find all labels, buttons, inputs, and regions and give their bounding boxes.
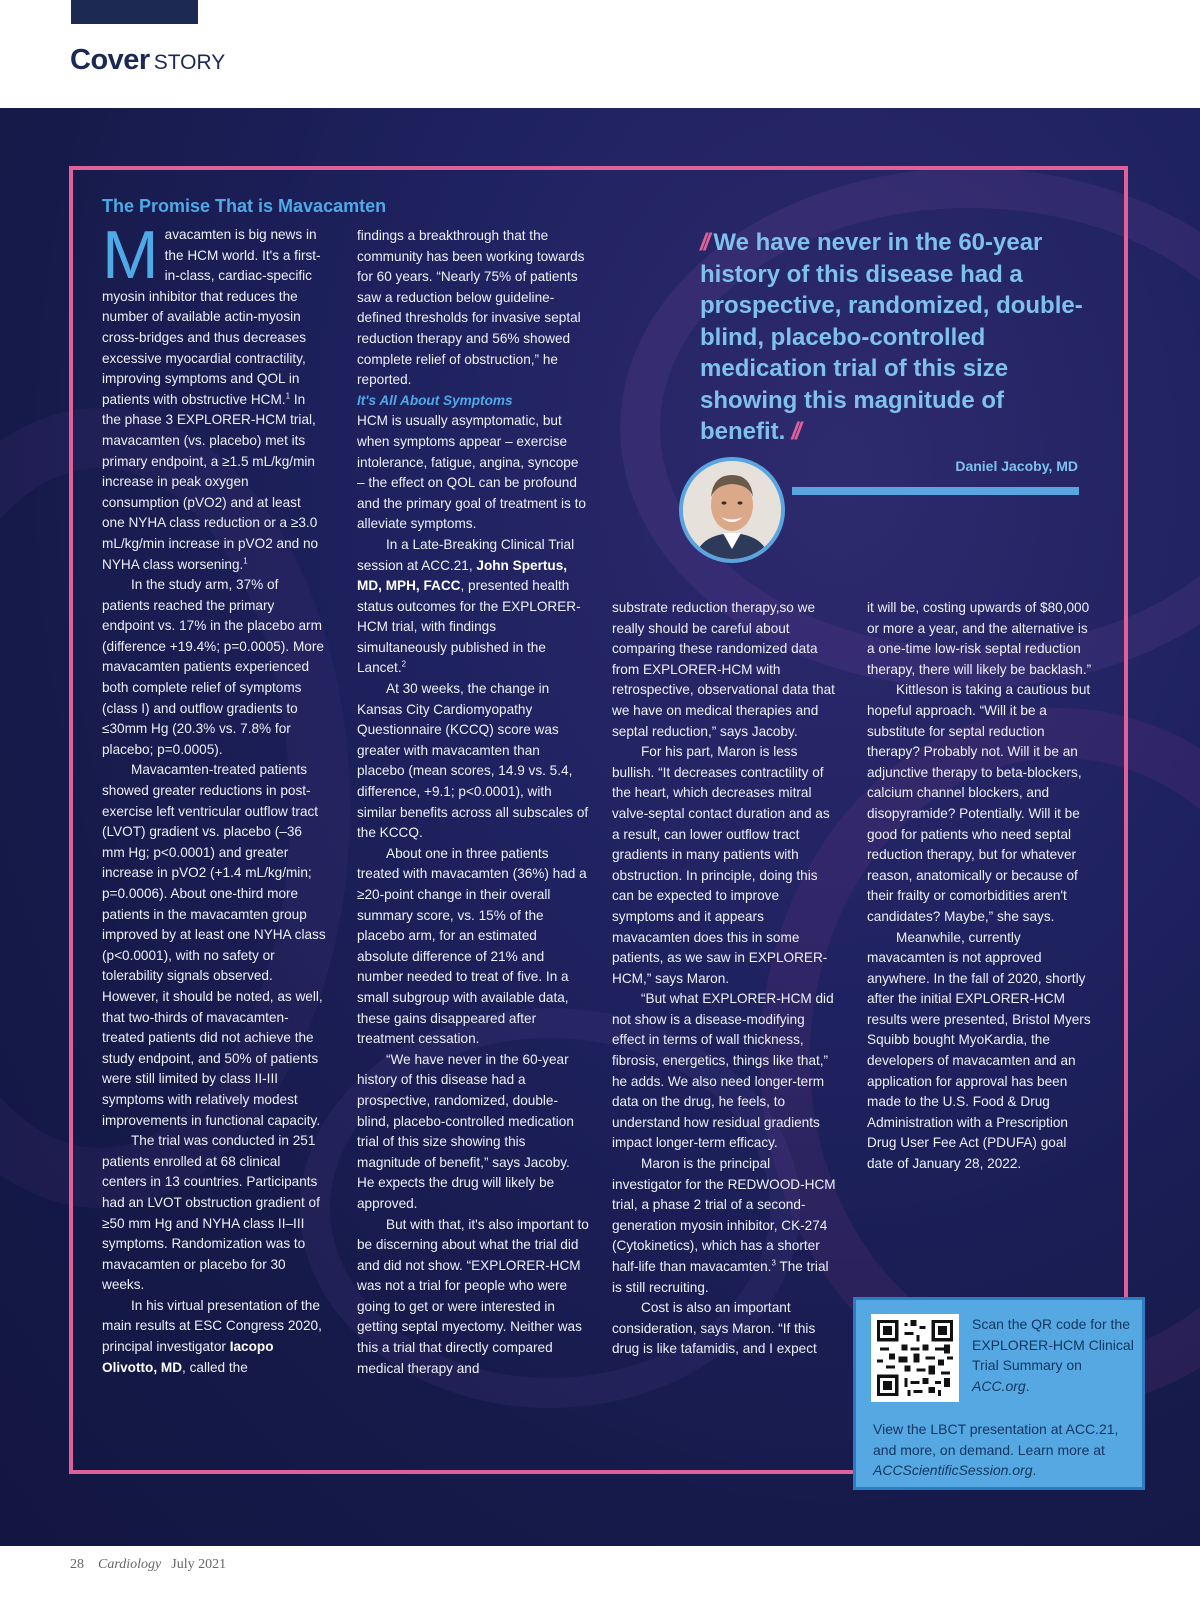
open-quote-mark: // [700,229,708,256]
section-label-story: STORY [153,51,226,74]
pull-quote-text: We have never in the 60-year history of this disease had a prospective, randomized, double-blind, placebo-controlled medication trial of this size showing this magnitude of benefit. [700,229,1083,445]
qr-callout [853,1297,1145,1490]
subheading: It's All About Symptoms [357,392,513,408]
drop-cap: M [102,217,159,293]
close-quote-mark: // [791,418,799,445]
paragraph-text: In a Late-Breaking Clinical Trial session at ACC.21, [357,536,575,573]
paragraph: Cost is also an important consideration, says Maron. “If this drug is like tafamidis, and I expect [612,1300,817,1357]
paragraph: About one in three patients treated with mavacamten (36%) had a ≥20-point change in their overall summary score, vs. 15% of the placebo arm, for an estimated absolute difference of 21% and number needed to treat of five. In a small subgroup with available data, these gains disappeared after treatment cessation. [357,845,587,1047]
paragraph: it will be, costing upwards of $80,000 or more a year, and the alternative is a one-time low-risk septal reduction therapy, there will likely be backlash.” [867,600,1092,677]
section-label [70,44,225,77]
quote-attribution: Daniel Jacoby, MD [955,458,1078,474]
footnote-ref: 3 [771,1258,776,1268]
page-number: 28 [70,1557,84,1572]
article-column-4 [867,598,1095,1175]
paragraph: In the study arm, 37% of patients reached the primary endpoint vs. 17% in the placebo arm (difference +19.4%; p=0.0005). More mavacamten patients experienced both complete relief of symptoms (class I) and outflow gradients to ≤30mm Hg (20.3% vs. 7.8% for placebo; p=0.0005). [102,577,324,757]
avatar [679,457,785,563]
person-name: Iacopo Olivotto, MD [102,1339,274,1375]
qr-callout-text [972,1314,1137,1396]
footnote-ref: 1 [243,555,248,565]
paragraph-text: In the phase 3 EXPLORER-HCM trial, mavacamten (vs. placebo) met its primary endpoint, a ≥1.5 mL/kg/min increase in peak oxygen consumption (pVO2) and at least one NYHA class reduction or a ≥3.0 mL/kg/min increase in pVO2 and no NYHA class worsening. [102,391,319,572]
paragraph-text: avacamten is big news in the HCM world. It's a first-in-class, cardiac-specific myosin inhibitor that reduces the number of available actin-myosin cross-bridges and thus decreases excessive myocardial contractility, improving symptoms and QOL in patients with obstructive HCM. [102,227,321,407]
paragraph: At 30 weeks, the change in Kansas City Cardiomyopathy Questionnaire (KCCQ) score was greater with mavacamten than placebo (mean scores, 14.9 vs. 5.4, difference, +9.1; p<0.0001), with similar benefits across all subscales of the KCCQ. [357,681,589,841]
header-bar [71,0,198,24]
paragraph: HCM is usually asymptomatic, but when symptoms appear – exercise intolerance, fatigue, angina, syncope – the effect on QOL can be profound and the primary goal of treatment is to alleviate symptoms. [357,413,586,532]
paragraph [102,217,326,575]
paragraph [612,1154,840,1298]
paragraph-text: Maron is the principal investigator for the REDWOOD-HCM trial, a phase 2 trial of a second-generation myosin inhibitor, CK-274 (Cytokinetics), which has a shorter half-life than mavacamten. [612,1156,836,1274]
callout-text: Scan the QR code for the EXPLORER-HCM Clinical Trial Summary on [972,1316,1134,1374]
paragraph: But with that, it's also important to be discerning about what the trial did and did not show. “EXPLORER-HCM was not a trial for people who were going to get or were interested in getting septal myectomy. Neither was this a trial that directly compared medical therapy and [357,1216,589,1376]
paragraph-text: In his virtual presentation of the main results at ESC Congress 2020, principal investigator [102,1297,322,1355]
portrait-photo [683,461,781,559]
acc-org-link[interactable]: ACC.org [972,1377,1026,1394]
paragraph-text: , called the [182,1359,248,1375]
callout-text: View the LBCT presentation at ACC.21, and more, on demand. Learn more at [873,1421,1119,1458]
lbct-callout-text [873,1419,1138,1481]
page-footer [70,1557,226,1573]
pull-quote [700,227,1100,448]
footnote-ref: 2 [401,659,407,669]
qr-code[interactable] [871,1314,959,1402]
paragraph [102,1296,326,1378]
issue-date: July 2021 [171,1557,227,1572]
article-column-2 [357,226,589,1379]
paragraph [357,535,589,679]
article-heading: The Promise That is Mavacamten [102,196,387,216]
qr-code-icon [877,1320,953,1396]
paragraph: The trial was conducted in 251 patients enrolled at 68 clinical centers in 13 countries. Participants had an LVOT obstruction gradient of ≥50 mm Hg and NYHA class II–III symptoms. Randomization was to mavacamten or placebo for 30 weeks. [102,1133,320,1293]
paragraph: findings a breakthrough that the community has been working towards for 60 years. “Nearly 75% of patients saw a reduction below guideline-defined thresholds for invasive septal reduction therapy and 56% showed complete relief of obstruction,” he reported. [357,228,585,388]
paragraph: Mavacamten-treated patients showed greater reductions in post-exercise left ventricular outflow tract (LVOT) gradient vs. placebo (–36 mm Hg; p<0.0001) and greater increase in pVO2 (+1.4 mL/kg/min; p=0.0006). About one-third more patients in the mavacamten group improved by at least one NYHA class (p<0.0001), with no safety or tolerability signals observed. However, it should be noted, as well, that two-thirds of mavacamten-treated patients did not achieve the study endpoint, and 50% of patients were still limited by class II-III symptoms with relatively modest improvements in functional capacity. [102,762,326,1128]
callout-text: . [1025,1377,1030,1394]
footnote-ref: 1 [285,391,291,401]
paragraph-text: The trial is still recruiting. [612,1259,829,1295]
attribution-rule [792,487,1079,495]
section-label-cover: Cover [70,44,150,76]
paragraph: “But what EXPLORER-HCM did not show is a disease-modifying effect in terms of wall thickness, fibrosis, energetics, things like that,” he adds. We also need longer-term data on the drug, he feels, to understand how residual gradients impact longer-term efficacy. [612,991,834,1151]
magazine-name: Cardiology [98,1557,162,1572]
callout-text: . [1032,1462,1037,1479]
paragraph-text: , presented health status outcomes for the EXPLORER-HCM trial, with findings simultaneously published in the Lancet. [357,578,581,676]
person-name: John Spertus, MD, MPH, FACC [357,557,568,594]
paragraph: Meanwhile, currently mavacamten is not approved anywhere. In the fall of 2020, shortly after the initial EXPLORER-HCM results were presented, Bristol Myers Squibb bought MyoKardia, the developers of mavacamten and an application for approval has been made to the U.S. Food & Drug Administration with a Prescription Drug User Fee Act (PDUFA) goal date of January 28, 2022. [867,929,1091,1172]
article-column-1 [102,217,326,1378]
paragraph: Kittleson is taking a cautious but hopeful approach. “Will it be a substitute for septal reduction therapy? Probably not. Will it be an adjunctive therapy to beta-blockers, calcium channel blockers, and disopyramide? Potentially. Will it be good for patients who need septal reduction therapy, but for whatever reason, anatomically or because of their frailty or comorbidities aren't candidates? Maybe,” she says. [867,682,1091,924]
scientific-session-link[interactable]: ACCScientificSession.org [873,1462,1033,1479]
paragraph: “We have never in the 60-year history of this disease had a prospective, randomized, double-blind, placebo-controlled medication trial of this size showing this magnitude of benefit,” says Jacoby. He expects the drug will likely be approved. [357,1051,574,1211]
paragraph: For his part, Maron is less bullish. “It decreases contractility of the heart, which decreases mitral valve-septal contact duration and as a result, can lower outflow tract gradients in many patients with obstruction. In principle, doing this can be expected to improve symptoms and it appears mavacamten does this in some patients, as we saw in EXPLORER-HCM,” says Maron. [612,744,830,986]
paragraph: substrate reduction therapy,so we really should be careful about comparing these randomized data from EXPLORER-HCM with retrospective, observational data that we have on medical therapies and septal reduction,” says Jacoby. [612,600,835,739]
article-column-3 [612,598,840,1360]
